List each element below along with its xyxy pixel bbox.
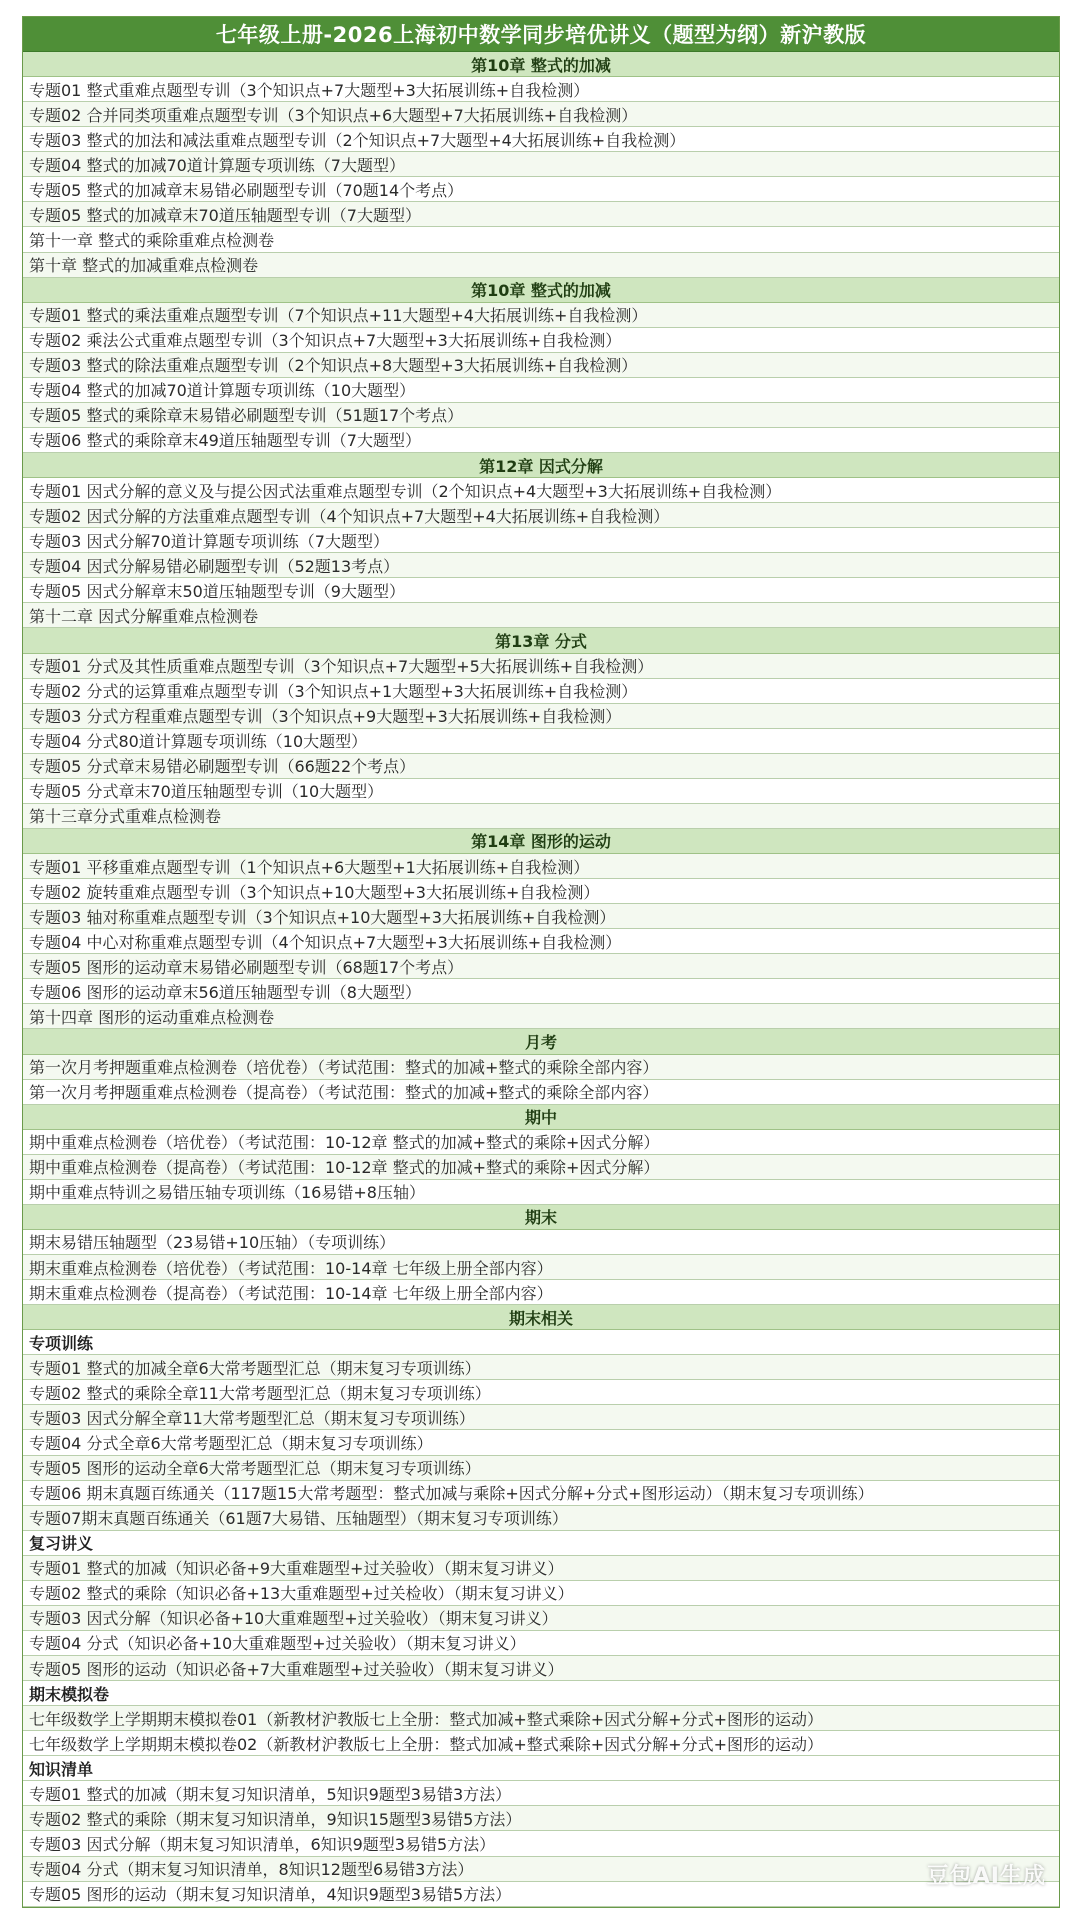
subsection-label: 专项训练	[23, 1330, 1059, 1355]
subsection-label: 知识清单	[23, 1756, 1059, 1781]
list-item: 期中重难点检测卷（提高卷）（考试范围：10-12章 整式的加减+整式的乘除+因式分解）	[23, 1155, 1059, 1180]
list-item: 专题03 因式分解70道计算题专项训练（7大题型）	[23, 528, 1059, 553]
list-item: 第一次月考押题重难点检测卷（提高卷）（考试范围：整式的加减+整式的乘除全部内容）	[23, 1080, 1059, 1105]
section-header: 第10章 整式的加减	[23, 278, 1059, 303]
list-item: 七年级数学上学期期末模拟卷02（新教材沪教版七上全册：整式加减+整式乘除+因式分解+分式+图形的运动）	[23, 1731, 1059, 1756]
list-item: 专题05 整式的加减章末70道压轴题型专训（7大题型）	[23, 202, 1059, 227]
list-item: 专题02 分式的运算重难点题型专训（3个知识点+1大题型+3大拓展训练+自我检测）	[23, 679, 1059, 704]
list-item: 专题05 分式章末70道压轴题型专训（10大题型）	[23, 779, 1059, 804]
list-item: 专题01 整式重难点题型专训（3个知识点+7大题型+3大拓展训练+自我检测）	[23, 77, 1059, 102]
list-item: 专题05 因式分解章末50道压轴题型专训（9大题型）	[23, 578, 1059, 603]
list-item: 专题03 整式的除法重难点题型专训（2个知识点+8大题型+3大拓展训练+自我检测）	[23, 353, 1059, 378]
list-item: 专题04 中心对称重难点题型专训（4个知识点+7大题型+3大拓展训练+自我检测）	[23, 929, 1059, 954]
list-item: 专题01 整式的乘法重难点题型专训（7个知识点+11大题型+4大拓展训练+自我检测）	[23, 303, 1059, 328]
page-title: 七年级上册-2026上海初中数学同步培优讲义（题型为纲）新沪教版	[23, 17, 1059, 52]
list-item: 专题03 因式分解（知识必备+10大重难题型+过关验收）（期末复习讲义）	[23, 1606, 1059, 1631]
list-item: 第十二章 因式分解重难点检测卷	[23, 603, 1059, 628]
list-item: 专题03 轴对称重难点题型专训（3个知识点+10大题型+3大拓展训练+自我检测）	[23, 904, 1059, 929]
list-item: 专题03 因式分解全章11大常考题型汇总（期末复习专项训练）	[23, 1405, 1059, 1430]
list-item: 专题06 整式的乘除章末49道压轴题型专训（7大题型）	[23, 428, 1059, 453]
list-item: 专题01 平移重难点题型专训（1个知识点+6大题型+1大拓展训练+自我检测）	[23, 854, 1059, 879]
list-item: 期末易错压轴题型（23易错+10压轴）（专项训练）	[23, 1230, 1059, 1255]
list-item: 专题03 整式的加法和减法重难点题型专训（2个知识点+7大题型+4大拓展训练+自我检测）	[23, 127, 1059, 152]
list-item: 专题03 因式分解（期末复习知识清单，6知识9题型3易错5方法）	[23, 1831, 1059, 1856]
list-item: 专题04 分式全章6大常考题型汇总（期末复习专项训练）	[23, 1430, 1059, 1455]
list-item: 专题04 分式（期末复习知识清单，8知识12题型6易错3方法）	[23, 1857, 1059, 1882]
list-item: 专题01 分式及其性质重难点题型专训（3个知识点+7大题型+5大拓展训练+自我检测）	[23, 654, 1059, 679]
list-item: 专题03 分式方程重难点题型专训（3个知识点+9大题型+3大拓展训练+自我检测）	[23, 704, 1059, 729]
list-item: 期中重难点特训之易错压轴专项训练（16易错+8压轴）	[23, 1180, 1059, 1205]
list-item: 期末重难点检测卷（培优卷）（考试范围：10-14章 七年级上册全部内容）	[23, 1255, 1059, 1280]
list-item: 第十章 整式的加减重难点检测卷	[23, 253, 1059, 278]
list-item: 专题06 图形的运动章末56道压轴题型专训（8大题型）	[23, 979, 1059, 1004]
list-item: 第一次月考押题重难点检测卷（培优卷）（考试范围：整式的加减+整式的乘除全部内容）	[23, 1055, 1059, 1080]
list-item: 专题01 整式的加减（期末复习知识清单，5知识9题型3易错3方法）	[23, 1781, 1059, 1806]
list-item: 专题07期末真题百练通关（61题7大易错、压轴题型）（期末复习专项训练）	[23, 1506, 1059, 1531]
list-item: 专题05 分式章末易错必刷题型专训（66题22个考点）	[23, 754, 1059, 779]
section-header: 第10章 整式的加减	[23, 52, 1059, 77]
list-item: 专题02 合并同类项重难点题型专训（3个知识点+6大题型+7大拓展训练+自我检测）	[23, 102, 1059, 127]
list-item: 专题04 整式的加减70道计算题专项训练（10大题型）	[23, 378, 1059, 403]
section-header: 第12章 因式分解	[23, 453, 1059, 478]
section-header: 第13章 分式	[23, 628, 1059, 653]
list-item: 专题04 分式（知识必备+10大重难题型+过关验收）（期末复习讲义）	[23, 1631, 1059, 1656]
list-item: 专题04 分式80道计算题专项训练（10大题型）	[23, 729, 1059, 754]
section-header: 月考	[23, 1029, 1059, 1054]
list-item: 专题04 整式的加减70道计算题专项训练（7大题型）	[23, 152, 1059, 177]
list-item: 专题06 期末真题百练通关（117题15大常考题型：整式加减与乘除+因式分解+分式+图形运动）（期末复习专项训练）	[23, 1481, 1059, 1506]
list-item: 期末重难点检测卷（提高卷）（考试范围：10-14章 七年级上册全部内容）	[23, 1280, 1059, 1305]
list-item: 专题01 整式的加减（知识必备+9大重难题型+过关验收）（期末复习讲义）	[23, 1556, 1059, 1581]
list-item: 专题02 整式的乘除（期末复习知识清单，9知识15题型3易错5方法）	[23, 1806, 1059, 1831]
section-header: 期中	[23, 1105, 1059, 1130]
list-item: 第十三章分式重难点检测卷	[23, 804, 1059, 829]
list-item: 专题02 因式分解的方法重难点题型专训（4个知识点+7大题型+4大拓展训练+自我检测）	[23, 503, 1059, 528]
list-item: 专题05 图形的运动（知识必备+7大重难题型+过关验收）（期末复习讲义）	[23, 1656, 1059, 1681]
list-item: 第十四章 图形的运动重难点检测卷	[23, 1004, 1059, 1029]
list-item: 专题02 乘法公式重难点题型专训（3个知识点+7大题型+3大拓展训练+自我检测）	[23, 328, 1059, 353]
list-item: 专题05 图形的运动全章6大常考题型汇总（期末复习专项训练）	[23, 1456, 1059, 1481]
list-item: 专题01 因式分解的意义及与提公因式法重难点题型专训（2个知识点+4大题型+3大拓展训练+自我检测）	[23, 478, 1059, 503]
list-item: 七年级数学上学期期末模拟卷01（新教材沪教版七上全册：整式加减+整式乘除+因式分解+分式+图形的运动）	[23, 1706, 1059, 1731]
list-item: 专题02 整式的乘除全章11大常考题型汇总（期末复习专项训练）	[23, 1380, 1059, 1405]
list-item: 第十一章 整式的乘除重难点检测卷	[23, 227, 1059, 252]
list-item: 专题04 因式分解易错必刷题型专训（52题13考点）	[23, 553, 1059, 578]
section-header: 第14章 图形的运动	[23, 829, 1059, 854]
list-item: 专题02 旋转重难点题型专训（3个知识点+10大题型+3大拓展训练+自我检测）	[23, 879, 1059, 904]
list-item: 专题05 图形的运动（期末复习知识清单，4知识9题型3易错5方法）	[23, 1882, 1059, 1907]
list-item: 专题05 整式的加减章末易错必刷题型专训（70题14个考点）	[23, 177, 1059, 202]
document-sheet	[22, 16, 1060, 1908]
section-header: 期末相关	[23, 1305, 1059, 1330]
subsection-label: 复习讲义	[23, 1531, 1059, 1556]
section-header: 期末	[23, 1205, 1059, 1230]
watermark: 豆包AI生成	[926, 1864, 1046, 1889]
subsection-label: 期末模拟卷	[23, 1681, 1059, 1706]
list-item: 专题05 图形的运动章末易错必刷题型专训（68题17个考点）	[23, 954, 1059, 979]
list-item: 专题02 整式的乘除（知识必备+13大重难题型+过关检收）（期末复习讲义）	[23, 1581, 1059, 1606]
list-item: 专题05 整式的乘除章末易错必刷题型专训（51题17个考点）	[23, 403, 1059, 428]
list-item: 期中重难点检测卷（培优卷）（考试范围：10-12章 整式的加减+整式的乘除+因式分解）	[23, 1130, 1059, 1155]
list-item: 专题01 整式的加减全章6大常考题型汇总（期末复习专项训练）	[23, 1355, 1059, 1380]
